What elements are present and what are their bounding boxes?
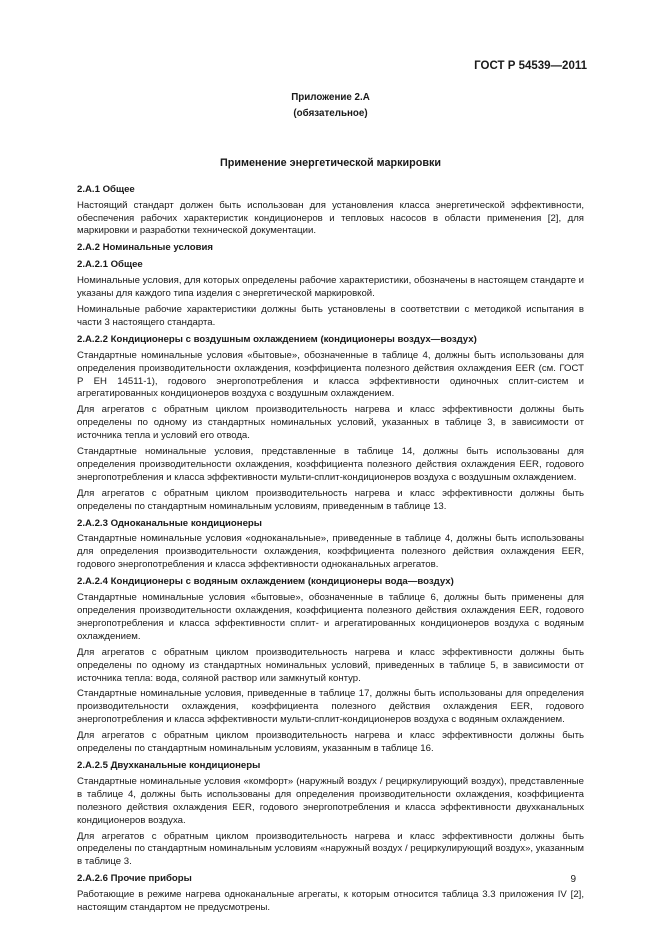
section-heading: 2.А.2.1 Общее — [77, 259, 143, 271]
standard-code: ГОСТ Р 54539—2011 — [474, 60, 587, 72]
section-heading: 2.А.2.6 Прочие приборы — [77, 873, 192, 885]
section-heading: 2.А.2.3 Одноканальные кондиционеры — [77, 517, 262, 529]
paragraph: Стандартные номинальные условия, приведенные в таблице 17, должны быть использованы для определения производительности охлаждения, коэффициента полезного действия охлаждения EER, годового энергопотребления и класса эффективности мульти-сплит-кондиционеров воздуха с водяным охлаждением. — [77, 688, 584, 726]
paragraph: Стандартные номинальные условия «одноканальные», приведенные в таблице 4, должны быть использованы для определения производительности охлаждения, коэффициента полезного действия охлаждения EER, годового энергопотребления и класса эффективности одноканальных агрегатов. — [77, 533, 584, 571]
paragraph: Для агрегатов с обратным циклом производительность нагрева и класс эффективности должны быть определены по стандартным номинальным условиям, указанным в таблице 16. — [77, 730, 584, 755]
section-title: Применение энергетической маркировки — [219, 156, 442, 169]
section-heading: 2.А.2.2 Кондиционеры с воздушным охлаждением (кондиционеры воздух—воздух) — [77, 333, 477, 345]
paragraph: Для агрегатов с обратным циклом производительность нагрева и класс эффективности должны быть определены по стандартным номинальным условиям, приведенным в таблице 13. — [77, 487, 584, 512]
paragraph: Для агрегатов с обратным циклом производительность нагрева и класс эффективности должны быть определены по одному из стандартных номинальных условий, указанных в таблице 3, в зависимости от источника тепла и условий его отвода. — [77, 404, 584, 442]
paragraph: Работающие в режиме нагрева одноканальные агрегаты, к которым относится таблица 3.3 приложения IV [2], настоящим стандартом не предусмотрены. — [77, 889, 584, 914]
section-heading: 2.А.2.4 Кондиционеры с водяным охлаждением (кондиционеры вода—воздух) — [77, 576, 454, 588]
appendix-label: Приложение 2.А — [291, 92, 370, 103]
paragraph: Стандартные номинальные условия, представленные в таблице 14, должны быть использованы для определения производительности охлаждения, коэффициента полезного действия охлаждения EER, годового энергопотребления и класса эффективности мульти-сплит-кондиционеров воздуха с воздушным охлаждением. — [77, 446, 584, 483]
paragraph: Номинальные рабочие характеристики должны быть установлены в соответствии с методикой испытания в части 3 настоящего стандарта. — [77, 303, 584, 328]
paragraph: Стандартные номинальные условия «бытовые», обозначенные в таблице 4, должны быть использованы для определения производительности охлаждения, коэффициента полезного действия охлаждения EER (см. ГОСТ Р ЕН 14511-1), годового энергопотребления и класса эффективности одиночных сплит-систем и агрегатированных кондиционеров воздуха с воздушным охлаждением. — [77, 349, 584, 400]
section-heading: 2.А.2 Номинальные условия — [77, 242, 214, 254]
appendix-type: (обязательное) — [293, 108, 368, 120]
section-heading: 2.А.1 Общее — [77, 183, 135, 195]
paragraph: Настоящий стандарт должен быть использован для установления класса энергетической эффективности, обеспечения рабочих характеристик кондиционеров и тепловых насосов в области применения [2], для маркировки и разработки технической документации. — [77, 199, 584, 237]
paragraph: Для агрегатов с обратным циклом производительность нагрева и класс эффективности должны быть определены по стандартным номинальным условиям «наружный воздух / рециркулирующий воздух», указанным в таблице 3. — [77, 830, 584, 868]
section-heading: 2.А.2.5 Двухканальные кондиционеры — [77, 759, 261, 771]
paragraph: Номинальные условия, для которых определены рабочие характеристики, обозначены в настоящем стандарте и указаны для каждого типа изделия с энергетической маркировкой. — [77, 275, 584, 300]
paragraph: Для агрегатов с обратным циклом производительность нагрева и класс эффективности должны быть определены по одному из стандартных номинальных условий, приведенных в таблице 5, в зависимости от источника тепла: вода, соляной раствор или замкнутый контур. — [77, 646, 584, 684]
content-area — [77, 88, 584, 918]
paragraph: Стандартные номинальные условия «комфорт» (наружный воздух / рециркулирующий воздух), представленные в таблице 4, должны быть использованы для определения производительности охлаждения, коэффициента полезного действия охлаждения EER, годового энергопотребления и класса эффективности двухканальных кондиционеров воздуха. — [77, 775, 584, 826]
body-text — [77, 184, 584, 915]
page-number: 9 — [570, 874, 576, 885]
paragraph: Стандартные номинальные условия «бытовые», обозначенные в таблице 6, должны быть применены для определения производительности охлаждения, коэффициента полезного действия охлаждения EER, годового энергопотребления и класса эффективности сплит- и агрегатированных кондиционеров воздуха с водяным охлаждением. — [77, 592, 584, 642]
